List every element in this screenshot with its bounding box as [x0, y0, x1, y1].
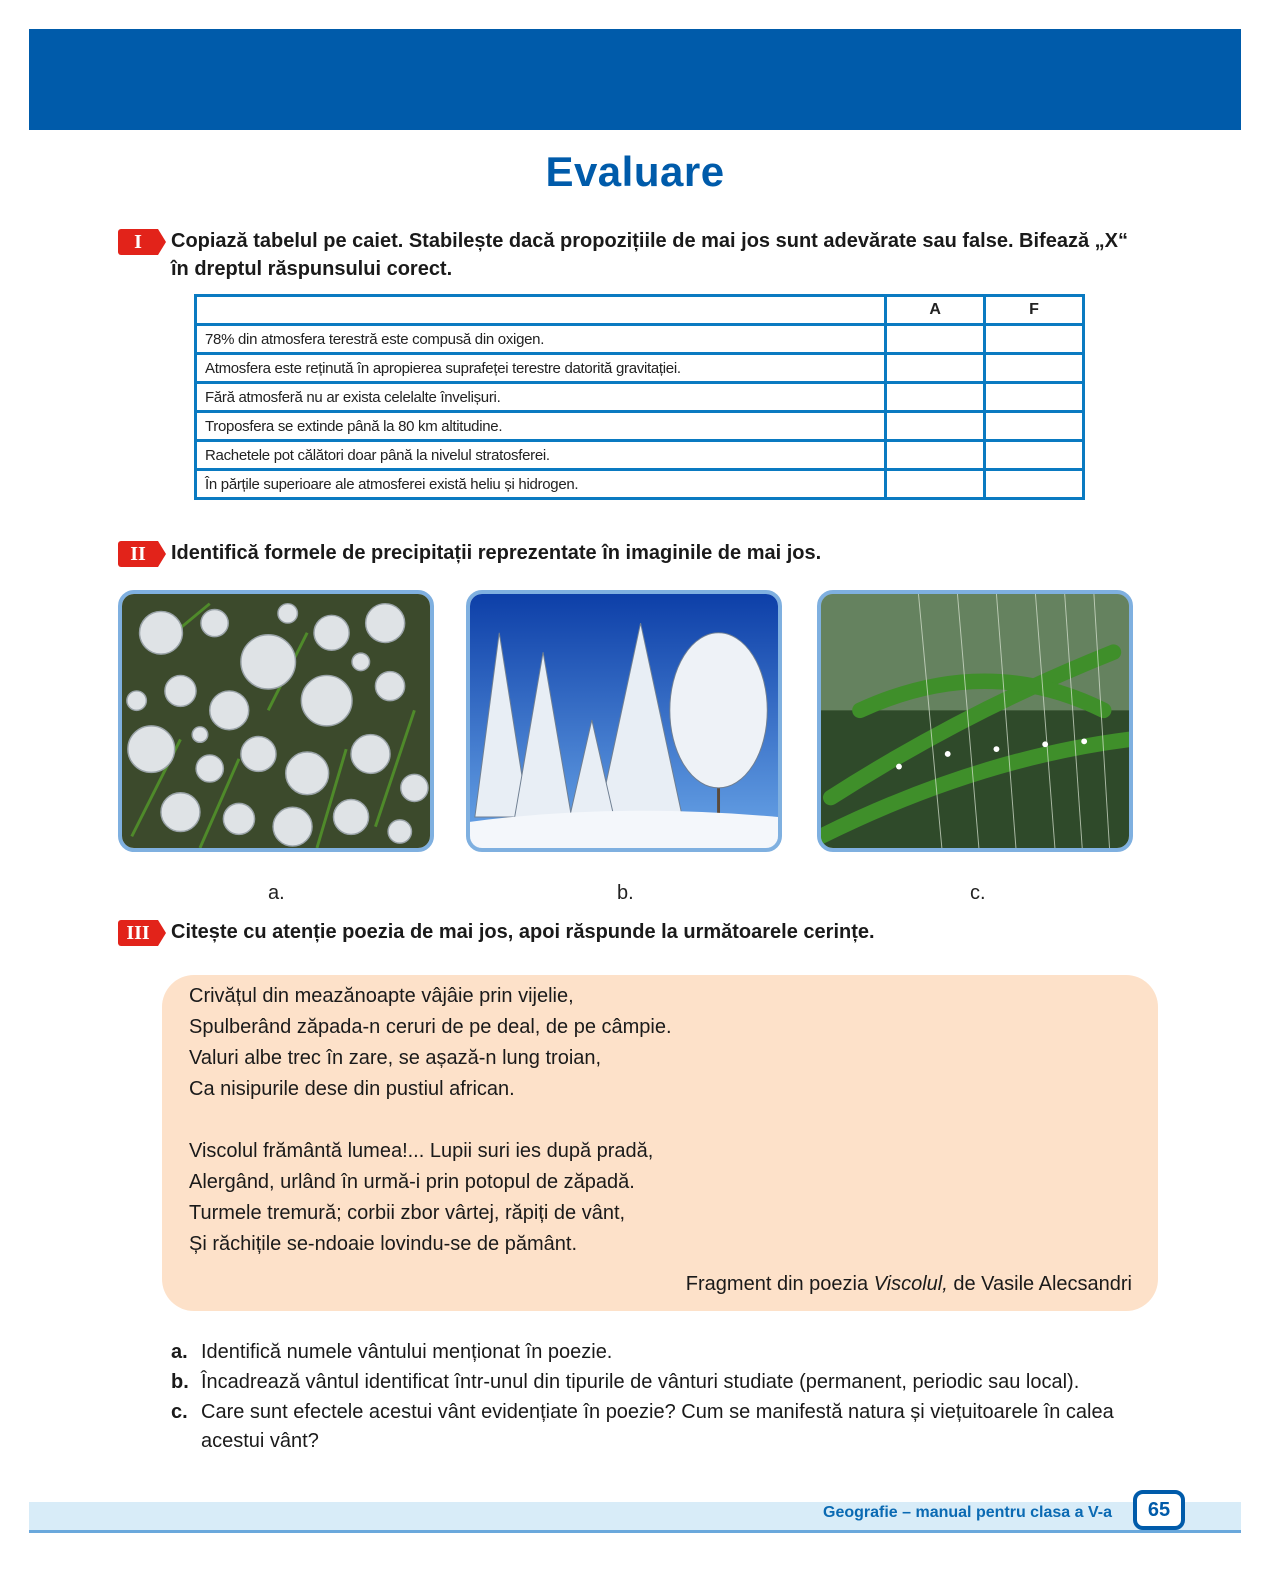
- page-title: Evaluare: [545, 148, 725, 195]
- question-c-continued: acestui vânt?: [201, 1430, 319, 1452]
- table-row: [196, 470, 1084, 499]
- statement-cell: Troposfera se extinde până la 80 km altitudine.: [196, 412, 886, 441]
- statement-cell: 78% din atmosfera terestră este compusă din oxigen.: [196, 325, 886, 354]
- caption-b: b.: [617, 882, 634, 904]
- source-title: Viscolul,: [873, 1273, 948, 1295]
- section-badge-2: II: [118, 541, 158, 567]
- caption-a: a.: [268, 882, 285, 904]
- section1-instruction-line2: în dreptul răspunsului corect.: [171, 258, 453, 280]
- header-band: [29, 29, 1241, 130]
- question-text: Încadrează vântul identificat într-unul din tipurile de vânturi studiate (permanent, periodic sau local).: [201, 1371, 1080, 1393]
- poem-line: Viscolul frământă lumea!... Lupii suri ies după pradă,: [189, 1140, 654, 1162]
- table-header-true: A: [886, 296, 985, 325]
- statement-cell: Rachetele pot călători doar până la nivelul stratosferei.: [196, 441, 886, 470]
- table-row: [196, 441, 1084, 470]
- question-text: Identifică numele vântului menționat în poezie.: [201, 1341, 613, 1363]
- snow-photo: [466, 590, 782, 852]
- rain-photo: [817, 590, 1133, 852]
- statement-cell: În părțile superioare ale atmosferei există heliu și hidrogen.: [196, 470, 886, 499]
- question-letter: a.: [171, 1341, 188, 1363]
- page-number: 65: [1133, 1490, 1185, 1530]
- question-c: [171, 1401, 1114, 1424]
- table-row: [196, 325, 1084, 354]
- poem-line: Ca nisipurile dese din pustiul african.: [189, 1078, 515, 1100]
- poem-line: Turmele tremură; corbii zbor vârtej, răpiți de vânt,: [189, 1202, 626, 1224]
- answer-cell-false[interactable]: [985, 441, 1084, 470]
- answer-cell-true[interactable]: [886, 412, 985, 441]
- answer-cell-false[interactable]: [985, 325, 1084, 354]
- table-header-false: F: [985, 296, 1084, 325]
- answer-cell-true[interactable]: [886, 325, 985, 354]
- poem-line: Valuri albe trec în zare, se așază-n lung troian,: [189, 1047, 602, 1069]
- section1-instruction-line1: Copiază tabelul pe caiet. Stabilește dacă propozițiile de mai jos sunt adevărate sau false. Bifează „X“: [171, 230, 1128, 252]
- answer-cell-true[interactable]: [886, 441, 985, 470]
- question-letter: c.: [171, 1401, 188, 1423]
- question-b: [171, 1371, 1079, 1394]
- table-header-statement: [196, 296, 886, 325]
- statement-cell: Fără atmosferă nu ar exista celelalte învelișuri.: [196, 383, 886, 412]
- answer-cell-true[interactable]: [886, 383, 985, 412]
- answer-cell-false[interactable]: [985, 354, 1084, 383]
- table-row: [196, 354, 1084, 383]
- hail-photo: [118, 590, 434, 852]
- poem-line: Alergând, urlând în urmă-i prin potopul de zăpadă.: [189, 1171, 635, 1193]
- question-letter: b.: [171, 1371, 189, 1393]
- answer-cell-false[interactable]: [985, 383, 1084, 412]
- footer-text: Geografie – manual pentru clasa a V-a: [823, 1504, 1112, 1521]
- answer-cell-true[interactable]: [886, 354, 985, 383]
- question-text: Care sunt efectele acestui vânt evidențiate în poezie? Cum se manifestă natura și viețuitoarele în calea: [201, 1401, 1114, 1423]
- section3-instruction: Citește cu atenție poezia de mai jos, apoi răspunde la următoarele cerințe.: [171, 921, 875, 943]
- table-row: [196, 412, 1084, 441]
- caption-c: c.: [970, 882, 986, 904]
- source-author: de Vasile Alecsandri: [947, 1273, 1132, 1295]
- poem-line: Spulberând zăpada-n ceruri de pe deal, de pe câmpie.: [189, 1016, 672, 1038]
- poem-line: Și răchițile se-ndoaie lovindu-se de pământ.: [189, 1233, 577, 1255]
- section2-instruction: Identifică formele de precipitații reprezentate în imaginile de mai jos.: [171, 542, 822, 564]
- source-prefix: Fragment din poezia: [685, 1273, 874, 1295]
- poem-source: [686, 1273, 1132, 1296]
- statement-cell: Atmosfera este reținută în apropierea suprafeței terestre datorită gravitației.: [196, 354, 886, 383]
- poem-line: Crivățul din meazănoapte vâjâie prin vijelie,: [189, 985, 574, 1007]
- answer-cell-true[interactable]: [886, 470, 985, 499]
- answer-cell-false[interactable]: [985, 470, 1084, 499]
- table-row: [196, 383, 1084, 412]
- table-header-row: [196, 296, 1084, 325]
- question-a: [171, 1341, 612, 1364]
- section-badge-1: I: [118, 229, 158, 255]
- true-false-table: [194, 294, 1085, 500]
- section-badge-3: III: [118, 920, 158, 946]
- answer-cell-false[interactable]: [985, 412, 1084, 441]
